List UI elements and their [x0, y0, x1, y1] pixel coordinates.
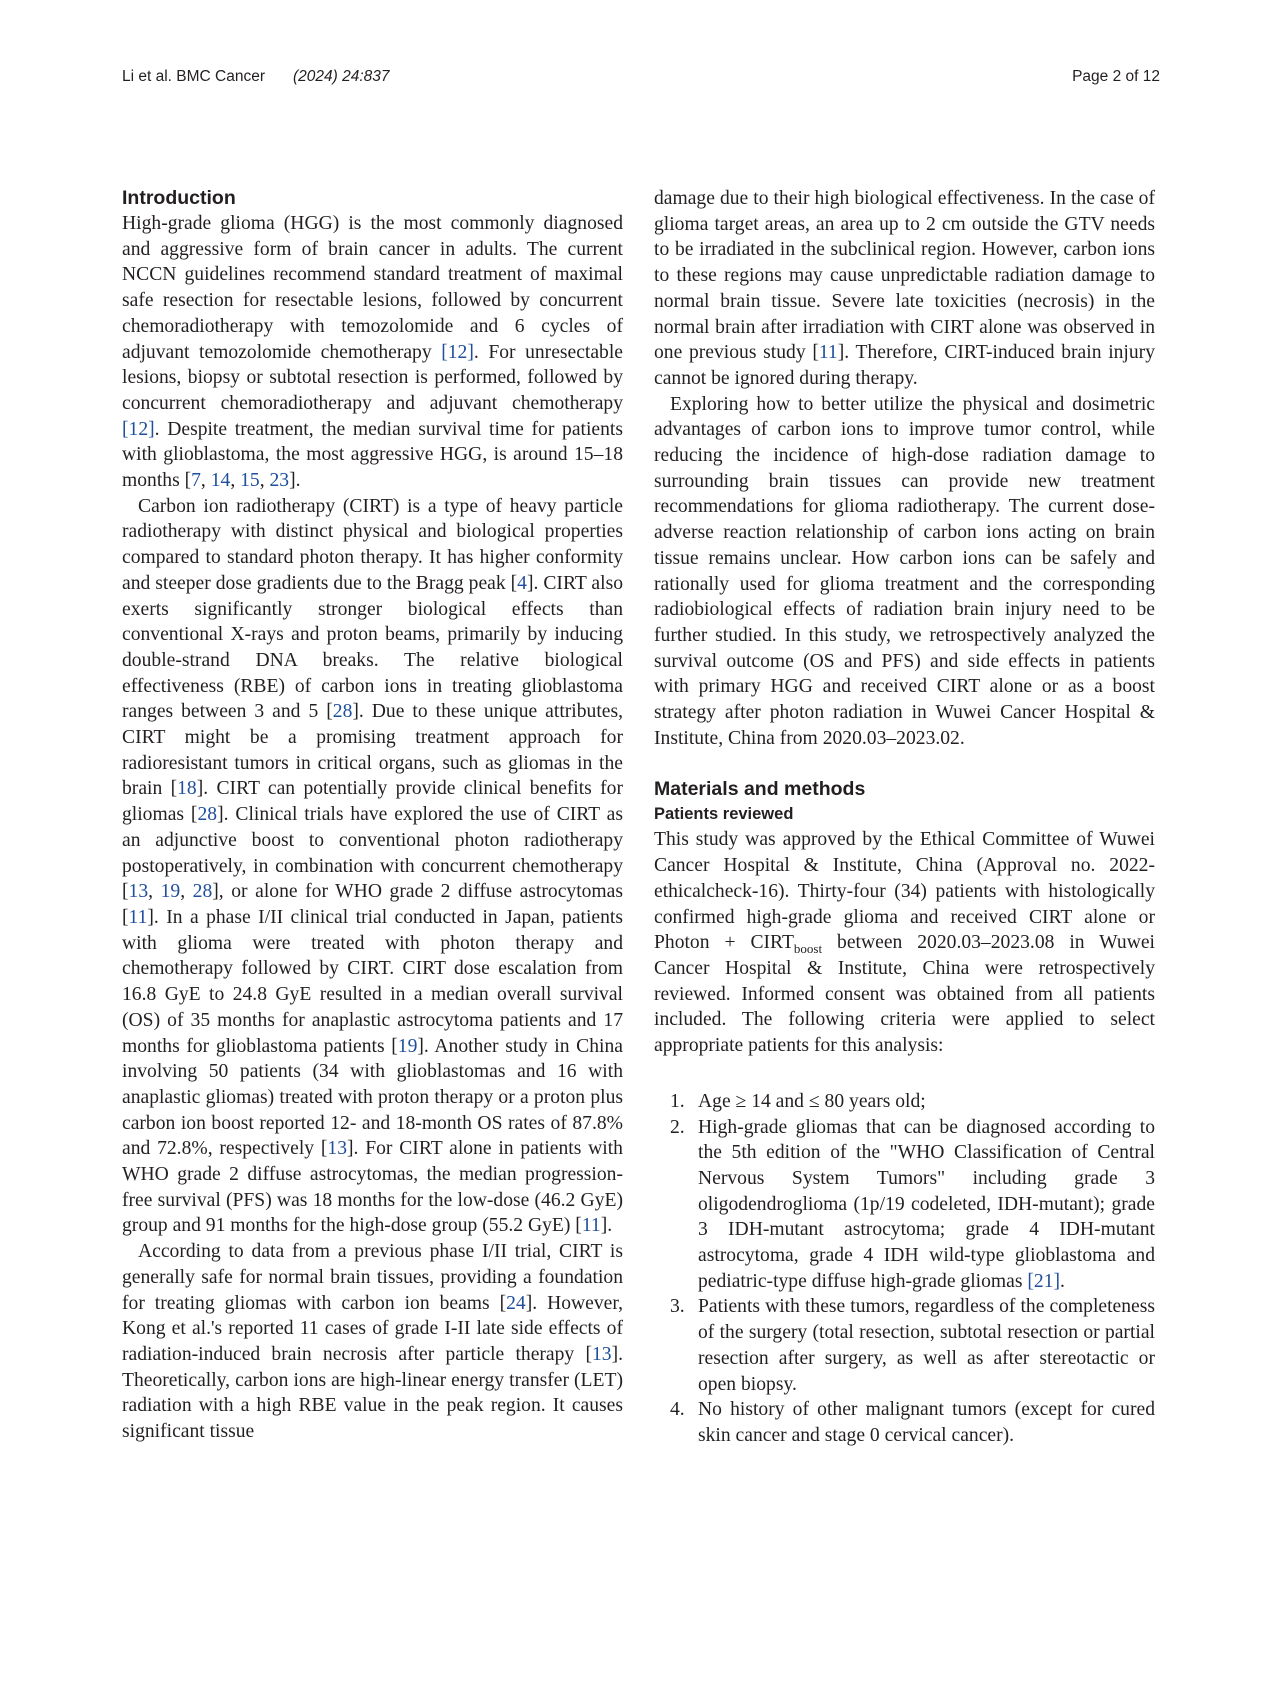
- methods-heading: Materials and methods: [654, 778, 866, 801]
- intro-paragraph-1: High-grade glioma (HGG) is the most commonly diagnosed and aggressive form of brain cancer in adults. The current NCCN guidelines recommend standard treatment of maximal safe resection for resectable lesions, followed by concurrent chemoradiotherapy with temozolomide and 6 cycles of adjuvant temozolomide chemotherapy [12]. For unresectable lesions, biopsy or subtotal resection is performed, followed by concurrent chemoradiotherapy and adjuvant chemotherapy [12]. Despite treatment, the median survival time for patients with glioblastoma, the most aggressive HGG, is around 15–18 months [7, 14, 15, 23].: [122, 213, 623, 492]
- citation-link[interactable]: 28: [197, 804, 218, 826]
- page-number: Page 2 of 12: [1072, 68, 1160, 85]
- citation-link[interactable]: 23: [269, 470, 290, 492]
- citation-link[interactable]: 7: [191, 470, 201, 492]
- intro-paragraph-3-continued: damage due to their high biological effectiveness. In the case of glioma target areas, an area up to 2 cm outside the GTV needs to be irradiated in the subclinical region. However, carbon ions to these regions may cause unpredictable radiation damage to normal brain tissue. Severe late toxicities (necrosis) in the normal brain after irradiation with CIRT alone was observed in one previous study [11]. Therefore, CIRT-induced brain injury cannot be ignored during therapy.: [654, 188, 1155, 389]
- list-item: 4. No history of other malignant tumors (except for cured skin cancer and stage 0 cervical cancer).: [670, 1399, 1155, 1446]
- citation-link[interactable]: 11: [128, 906, 148, 928]
- volume-citation: (2024) 24:837: [293, 68, 390, 85]
- right-column: [654, 186, 1155, 1449]
- journal-name: Li et al. BMC Cancer: [122, 68, 265, 85]
- citation-link[interactable]: 11: [818, 342, 838, 364]
- introduction-heading: Introduction: [122, 187, 236, 209]
- list-item: 2. High-grade gliomas that can be diagnosed according to the 5th edition of the "WHO Classification of Central Nervous System Tumors" including grade 3 oligodendroglioma (1p/19 codeleted, IDH-mutant); grade 3 IDH-mutant astrocytoma; grade 4 IDH-mutant astrocytoma, grade 4 IDH wild-type glioblastoma and pediatric-type diffuse high-grade gliomas [21].: [670, 1116, 1155, 1292]
- citation-link[interactable]: 13: [128, 881, 149, 903]
- methods-paragraph-1: This study was approved by the Ethical Committee of Wuwei Cancer Hospital & Institute, China (Approval no. 2022-ethicalcheck-16). Thirty-four (34) patients with histologically confirmed high-grade glioma and received CIRT alone or Photon + $CIRT_{boost}$ between 2020.03–2023.08 in Wuwei Cancer Hospital & Institute, China were retrospectively reviewed. Informed consent was obtained from all patients included. The following criteria were applied to select appropriate patients for this analysis:: [654, 829, 1155, 1057]
- citation-link[interactable]: 19: [160, 881, 181, 903]
- running-header: [122, 68, 1160, 92]
- citation-link[interactable]: 28: [332, 701, 353, 723]
- citation-link[interactable]: 11: [581, 1215, 601, 1237]
- citation-link[interactable]: 15: [240, 470, 260, 492]
- citation-link[interactable]: 19: [397, 1035, 418, 1057]
- left-column: [122, 186, 623, 1445]
- inclusion-criteria-list: [654, 1089, 1155, 1449]
- patients-reviewed-heading: Patients reviewed: [654, 805, 794, 824]
- citation-link[interactable]: 14: [210, 470, 231, 492]
- citation-link[interactable]: [12]: [122, 418, 155, 440]
- intro-paragraph-2: Carbon ion radiotherapy (CIRT) is a type of heavy particle radiotherapy with distinct physical and biological properties compared to standard photon therapy. It has higher conformity and steeper dose gradients due to the Bragg peak [4]. CIRT also exerts significantly stronger biological effects than conventional X-rays and proton beams, primarily by inducing double-strand DNA breaks. The relative biological effectiveness (RBE) of carbon ions in treating glioblastoma ranges between 3 and 5 [28]. Due to these unique attributes, CIRT might be a promising treatment approach for radioresistant tumors in critical organs, such as gliomas in the brain [18]. CIRT can potentially provide clinical benefits for gliomas [28]. Clinical trials have explored the use of CIRT as an adjunctive boost to conventional photon radiotherapy postoperatively, in combination with concurrent chemotherapy [13, 19, 28], or alone for WHO grade 2 diffuse astrocytomas [11]. In a phase I/II clinical trial conducted in Japan, patients with glioma were treated with photon therapy and chemotherapy followed by CIRT. CIRT dose escalation from 16.8 GyE to 24.8 GyE resulted in a median overall survival (OS) of 35 months for anaplastic astrocytoma patients and 17 months for glioblastoma patients [19]. Another study in China involving 50 patients (34 with glioblastomas and 16 with anaplastic gliomas) treated with proton therapy or a proton plus carbon ion boost reported 12- and 18-month OS rates of 87.8% and 72.8%, respectively [13]. For CIRT alone in patients with WHO grade 2 diffuse astrocytomas, the median progression-free survival (PFS) was 18 months for the low-dose (46.2 GyE) group and 91 months for the high-dose group (55.2 GyE) [11].: [122, 495, 624, 1237]
- citation-link[interactable]: [12]: [441, 341, 474, 363]
- citation-link[interactable]: 13: [591, 1343, 612, 1365]
- list-item: 3. Patients with these tumors, regardless of the completeness of the surgery (total resection, subtotal resection or partial resection after surgery, as well as after stereotactic or open biopsy.: [670, 1296, 1155, 1395]
- intro-paragraph-4: Exploring how to better utilize the physical and dosimetric advantages of carbon ions to improve tumor control, while reducing the incidence of high-dose radiation damage to surrounding brain tissues can provide new treatment recommendations for glioma radiotherapy. The current dose-adverse reaction relationship of carbon ions acting on brain tissue remains unclear. How carbon ions can be safely and rationally used for glioma treatment and the corresponding radiobiological effects of radiation brain injury need to be further studied. In this study, we retrospectively analyzed the survival outcome (OS and PFS) and side effects in patients with primary HGG and received CIRT alone or as a boost strategy after photon radiation in Wuwei Cancer Hospital & Institute, China from 2020.03–2023.02.: [654, 393, 1155, 749]
- citation-link[interactable]: 18: [177, 778, 197, 800]
- citation-link[interactable]: [21]: [1027, 1270, 1061, 1292]
- list-item: 1. Age ≥ 14 and ≤ 80 years old;: [670, 1090, 926, 1112]
- intro-paragraph-3: According to data from a previous phase I/II trial, CIRT is generally safe for normal brain tissues, providing a foundation for treating gliomas with carbon ion beams [24]. However, Kong et al.'s reported 11 cases of grade I-II late side effects of radiation-induced brain necrosis after particle therapy [13]. Theoretically, carbon ions are high-linear energy transfer (LET) radiation with a high RBE value in the peak region. It causes significant tissue: [122, 1241, 623, 1443]
- header-citation: [122, 68, 390, 86]
- citation-link[interactable]: 13: [327, 1138, 347, 1160]
- citation-link[interactable]: 4: [517, 572, 527, 594]
- citation-link[interactable]: 24: [506, 1292, 526, 1314]
- citation-link[interactable]: 28: [192, 881, 213, 903]
